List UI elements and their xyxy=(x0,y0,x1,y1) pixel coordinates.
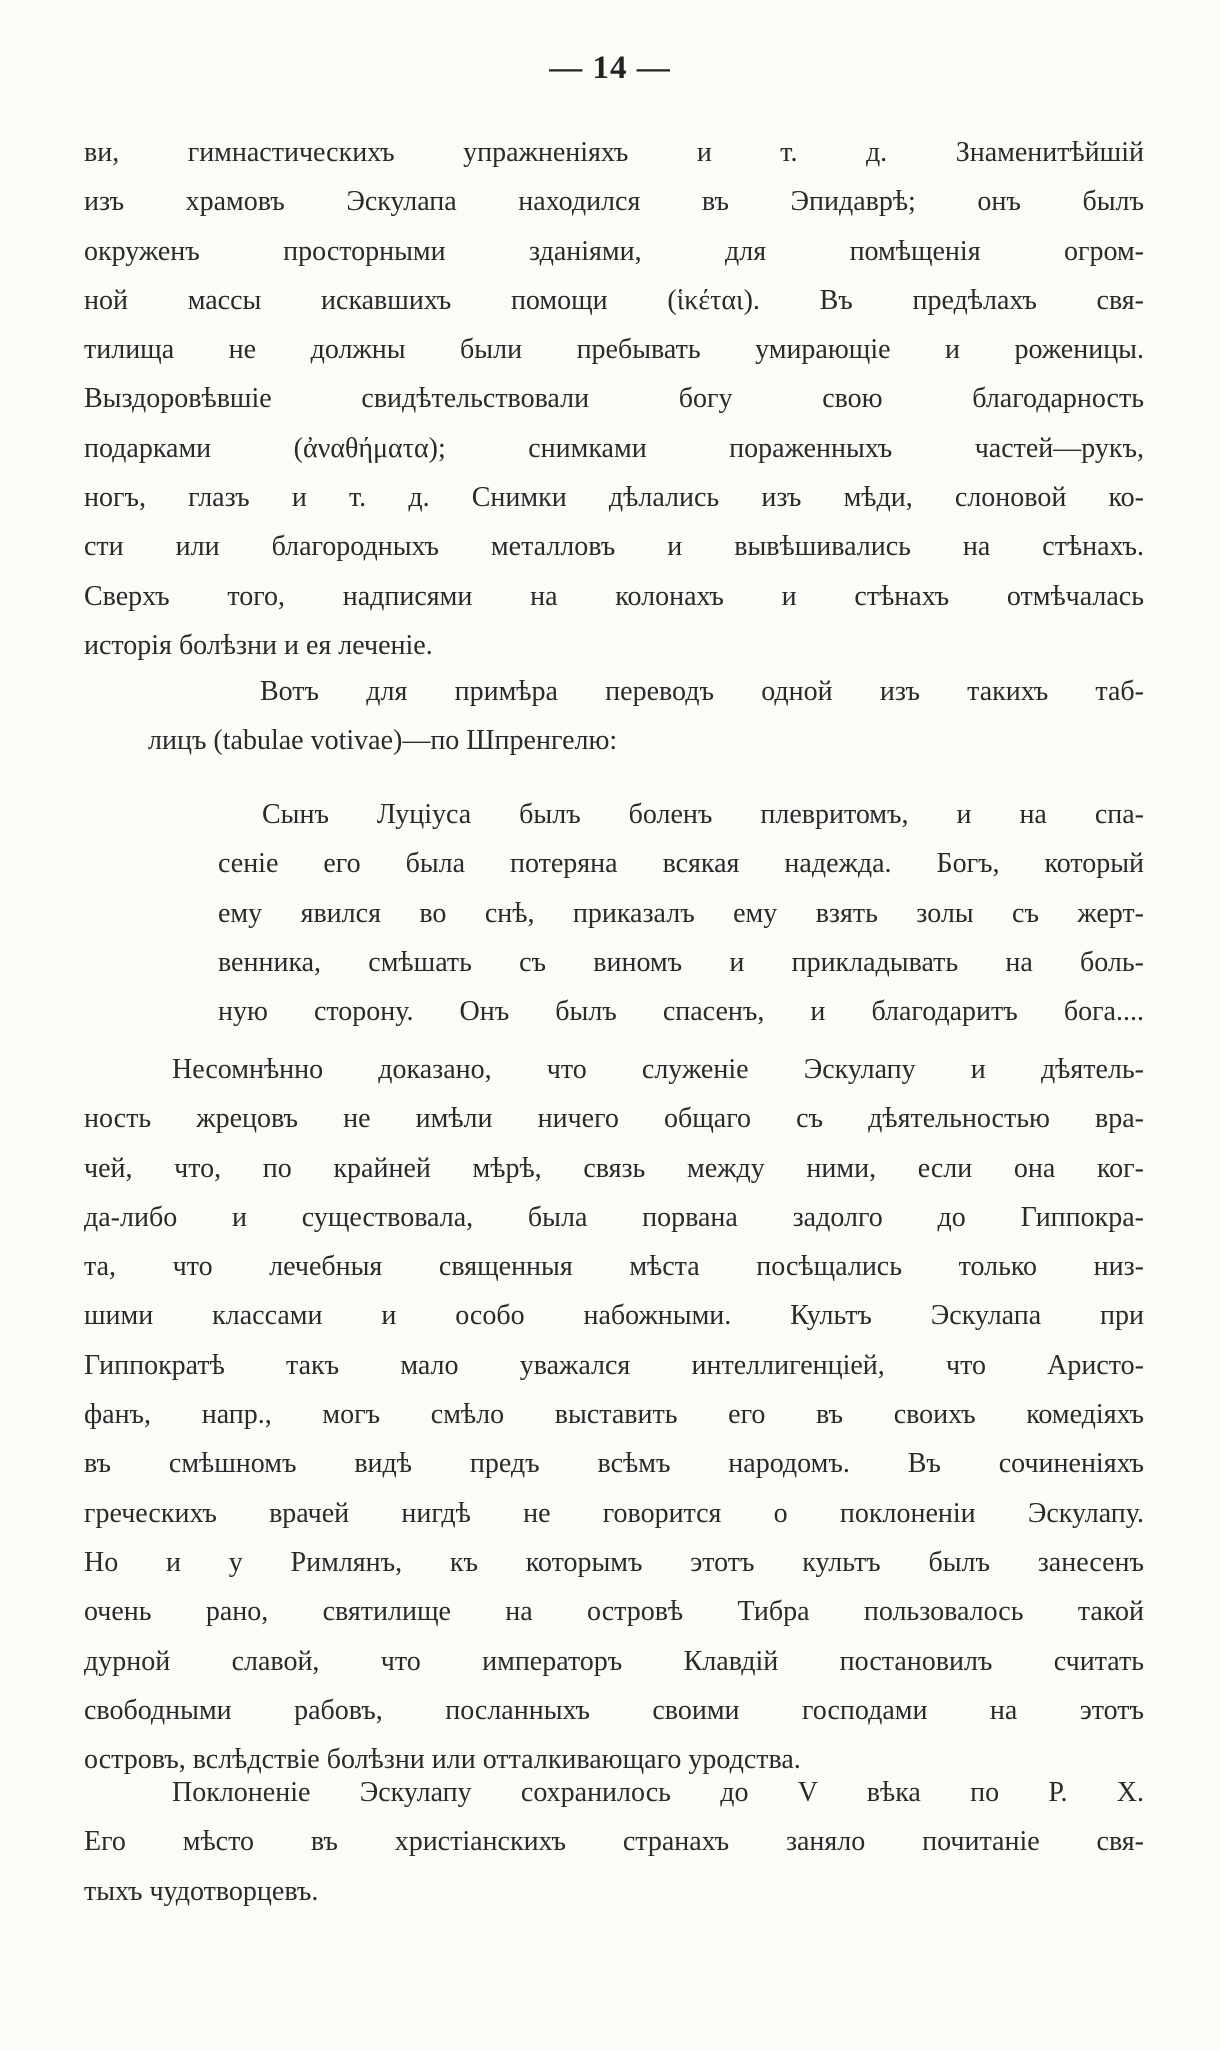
text-line: венника, смѣшать съ виномъ и прикладывать на боль- xyxy=(218,946,1144,978)
text-line: подарками (ἀναθήματα); снимками пораженныхъ частей—рукъ, xyxy=(84,432,1144,464)
text-line: ность жрецовъ не имѣли ничего общаго съ дѣятельностью вра- xyxy=(84,1103,1144,1135)
text-line: Вотъ для примѣра переводъ одной изъ такихъ таб- xyxy=(260,676,1144,707)
text-line: Несомнѣнно доказано, что служеніе Эскулапу и дѣятель- xyxy=(172,1054,1144,1085)
text-line: сти или благородныхъ металловъ и вывѣшивались на стѣнахъ. xyxy=(84,531,1144,563)
text-line: свободными рабовъ, посланныхъ своими господами на этотъ xyxy=(84,1694,1144,1726)
text-line: чей, что, по крайней мѣрѣ, связь между ними, если она ког- xyxy=(84,1152,1144,1184)
text-line: сеніе его была потеряна всякая надежда. Богъ, который xyxy=(218,848,1144,880)
text-line: изъ храмовъ Эскулапа находился въ Эпидаврѣ; онъ былъ xyxy=(84,186,1144,218)
paragraph-conclusion xyxy=(84,1768,1144,1916)
text-line: окруженъ просторными зданіями, для помѣщенія огром- xyxy=(84,235,1144,267)
paragraph-temples xyxy=(84,128,1144,670)
text-line: Сынъ Луціуса былъ боленъ плевритомъ, и на спа- xyxy=(262,799,1144,830)
text-line: Выздоровѣвшіе свидѣтельствовали богу свою благодарность xyxy=(84,383,1144,415)
text-line: въ смѣшномъ видѣ предъ всѣмъ народомъ. Въ сочиненіяхъ xyxy=(84,1448,1144,1480)
text-line: тилища не должны были пребывать умирающіе и роженицы. xyxy=(84,334,1144,366)
text-line: шими классами и особо набожными. Культъ Эскулапа при xyxy=(84,1300,1144,1332)
text-line: ной массы искавшихъ помощи (ἱκέται). Въ предѣлахъ свя- xyxy=(84,284,1144,316)
text-line: ную сторону. Онъ былъ спасенъ, и благодаритъ бога.... xyxy=(218,996,1144,1028)
text-line: Поклоненіе Эскулапу сохранилось до V вѣка по Р. Х. xyxy=(172,1777,1144,1808)
text-line: греческихъ врачей нигдѣ не говорится о поклоненіи Эскулапу. xyxy=(84,1497,1144,1529)
tablet-quotation xyxy=(218,790,1144,1036)
text-line: Но и у Римлянъ, къ которымъ этотъ культъ былъ занесенъ xyxy=(84,1546,1144,1578)
text-line: ви, гимнастическихъ упражненіяхъ и т. д. Знаменитѣйшій xyxy=(84,137,1144,168)
text-line: тыхъ чудотворцевъ. xyxy=(84,1875,319,1907)
text-line: дурной славой, что императоръ Клавдій постановилъ считать xyxy=(84,1645,1144,1677)
text-line: Гиппократѣ такъ мало уважался интеллигенціей, что Аристо- xyxy=(84,1349,1144,1381)
text-line: исторія болѣзни и ея леченіе. xyxy=(84,629,433,661)
text-line: Его мѣсто въ христіанскихъ странахъ заняло почитаніе свя- xyxy=(84,1826,1144,1858)
text-line: лицъ (tabulae votivae)—по Шпренгелю: xyxy=(148,725,618,757)
text-line: Сверхъ того, надписями на колонахъ и стѣнахъ отмѣчалась xyxy=(84,580,1144,612)
page-number: — 14 — xyxy=(549,50,671,86)
text-line: островъ, вслѣдствіе болѣзни или отталкивающаго уродства. xyxy=(84,1744,801,1776)
text-line: фанъ, напр., могъ смѣло выставить его въ своихъ комедіяхъ xyxy=(84,1399,1144,1431)
paragraph-cult-discussion xyxy=(84,1045,1144,1784)
text-line: да-либо и существовала, была порвана задолго до Гиппокра- xyxy=(84,1201,1144,1233)
text-line: очень рано, святилище на островѣ Тибра пользовалось такой xyxy=(84,1596,1144,1628)
text-line: та, что лечебныя священныя мѣста посѣщались только низ- xyxy=(84,1251,1144,1283)
paragraph-tablet-intro xyxy=(148,667,1144,766)
text-line: ногъ, глазъ и т. д. Снимки дѣлались изъ мѣди, слоновой ко- xyxy=(84,482,1144,514)
text-line: ему явился во снѣ, приказалъ ему взять золы съ жерт- xyxy=(218,897,1144,929)
